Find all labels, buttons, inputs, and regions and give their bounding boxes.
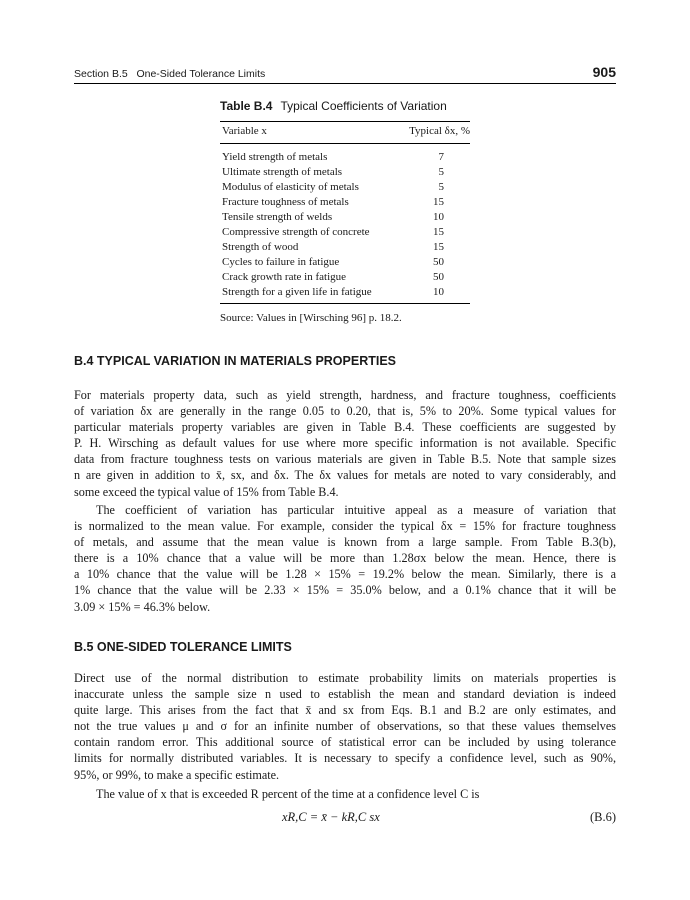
row-typical-value: 10 — [433, 286, 444, 298]
column-header-variable: Variable x — [222, 125, 267, 137]
text-line: n are given in addition to x̄, sx, and δx. The δx values for metals are noted to vary considerably, and — [74, 468, 616, 483]
text-line: For materials property data, such as yield strength, hardness, and fracture toughness, coefficients — [74, 388, 616, 402]
text-line: 3.09 × 15% = 46.3% below. — [74, 599, 211, 614]
text-line: quite large. This arises from the fact that x̄ and sx from Eqs. B.1 and B.2 are only estimates, and — [74, 703, 616, 718]
page-number: 905 — [592, 64, 616, 80]
table-caption — [220, 99, 447, 113]
table-row — [220, 240, 470, 255]
row-typical-value: 15 — [433, 241, 444, 253]
section-heading-b5: B.5 ONE-SIDED TOLERANCE LIMITS — [74, 640, 292, 654]
paragraph-b4-1 — [74, 387, 616, 500]
row-typical-value: 50 — [433, 271, 444, 283]
table-row — [220, 255, 470, 270]
row-typical-value: 7 — [438, 151, 444, 163]
table-label: Table B.4 — [220, 99, 273, 113]
row-variable-name: Tensile strength of welds — [222, 211, 333, 223]
row-typical-value: 5 — [438, 166, 444, 178]
row-variable-name: Yield strength of metals — [222, 151, 328, 163]
table-row — [220, 270, 470, 285]
paragraph-b4-2 — [74, 502, 616, 615]
text-line: 1% chance that the value will be 2.33 × 15% = 35.0% below, and a 0.1% chance that it will be — [74, 583, 616, 598]
row-variable-name: Strength of wood — [222, 241, 299, 253]
row-variable-name: Modulus of elasticity of metals — [222, 181, 359, 193]
row-typical-value: 15 — [433, 226, 444, 238]
row-typical-value: 5 — [438, 181, 444, 193]
table-top-rule — [220, 121, 470, 122]
text-line: is normalized to the mean value. For example, consider the typical δx = 15% for fracture toughness — [74, 519, 616, 534]
paragraph-b5-2 — [74, 786, 616, 802]
header-rule — [74, 83, 616, 84]
text-line: The coefficient of variation has particular intuitive appeal as a measure of variation that — [96, 503, 616, 517]
row-variable-name: Crack growth rate in fatigue — [222, 271, 347, 283]
row-typical-value: 15 — [433, 196, 444, 208]
table-row — [220, 225, 470, 240]
running-header — [74, 64, 616, 84]
text-line: there is a 10% chance that a value will be more than 1.28σx below the mean. Hence, there is — [74, 551, 616, 566]
section-title: Section B.5 One-Sided Tolerance Limits — [74, 68, 266, 80]
text-line: of metals, and assume that the mean value is known from a large sample. From Table B.3(b), — [74, 535, 616, 550]
text-line: contain random error. This additional source of statistical error can be included by using tolerance — [74, 735, 616, 750]
column-header-value: Typical δx, % — [409, 125, 470, 137]
table-row — [220, 195, 470, 210]
paragraph-b5-1 — [74, 670, 616, 783]
text-line: data from fracture toughness tests on various materials are given in Table B.5. Note that sample sizes — [74, 452, 616, 467]
table-row — [220, 180, 470, 195]
table-source-note: Source: Values in [Wirsching 96] p. 18.2. — [220, 312, 402, 324]
row-variable-name: Fracture toughness of metals — [222, 196, 349, 208]
table-body — [220, 150, 470, 300]
row-typical-value: 10 — [433, 211, 444, 223]
row-variable-name: Strength for a given life in fatigue — [222, 286, 372, 298]
row-variable-name: Compressive strength of concrete — [222, 226, 370, 238]
text-line: The value of x that is exceeded R percent of the time at a confidence level C is — [96, 787, 480, 801]
table-title: Typical Coefficients of Variation — [280, 99, 447, 113]
section-heading-b4: B.4 TYPICAL VARIATION IN MATERIALS PROPERTIES — [74, 354, 397, 368]
equation-b6: xR,C = x̄ − kR,C sx — [282, 810, 380, 824]
text-line: limits for normally distributed variables. It is necessary to specify a confidence level, such as 90%, — [74, 751, 616, 766]
text-line: particular materials property variables are given in Table B.4. These coefficients are suggested by — [74, 420, 616, 435]
row-variable-name: Cycles to failure in fatigue — [222, 256, 340, 268]
text-line: a 10% chance that the value will be 1.28 × 15% = 19.2% below the mean. Similarly, there is a — [74, 567, 616, 582]
text-line: of variation δx are generally in the range 0.05 to 0.20, that is, 5% to 20%. Some typical values for — [74, 404, 616, 419]
text-line: not the true values μ and σ for an infinite number of observations, so that these values themselves — [74, 719, 616, 734]
text-line: Direct use of the normal distribution to estimate probability limits on materials properties is — [74, 671, 616, 685]
text-line: 95%, or 99%, to make a specific estimate. — [74, 767, 280, 782]
row-variable-name: Ultimate strength of metals — [222, 166, 343, 178]
text-line: some exceed the typical value of 15% from Table B.4. — [74, 484, 339, 499]
text-line: inaccurate unless the sample size n used to establish the mean and standard deviation is indeed — [74, 687, 616, 702]
table-header-rule — [220, 143, 470, 144]
table-row — [220, 150, 470, 165]
table-row — [220, 165, 470, 180]
table-row — [220, 210, 470, 225]
table-row — [220, 285, 470, 300]
equation-number: (B.6) — [589, 810, 616, 824]
row-typical-value: 50 — [433, 256, 444, 268]
table-bottom-rule — [220, 303, 470, 304]
text-line: P. H. Wirsching as default values for use where more specific information is not available. Specific — [74, 436, 616, 451]
